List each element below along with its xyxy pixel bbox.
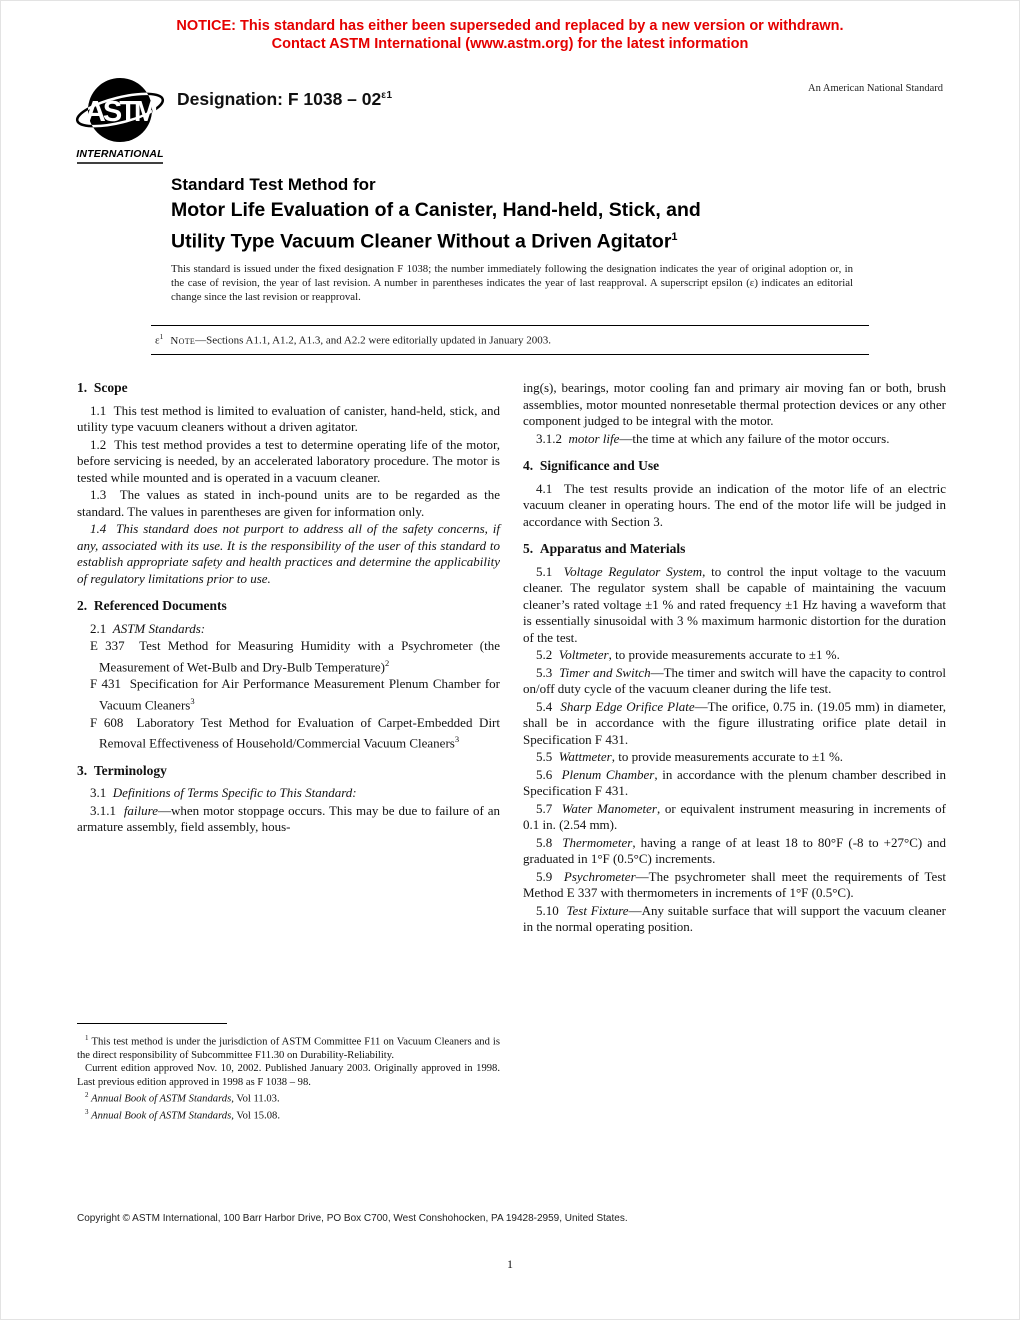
reference-f431 [77,676,500,713]
footnote-1-edition: Current edition approved Nov. 10, 2002. Published January 2003. Originally approved in 1998. Last previous edition approved in 1998 as F 1038 – 98. [77,1063,500,1088]
footnote-3-marker: 3 [85,1108,89,1117]
footnote-2 [77,1089,500,1106]
astm-logo [75,73,165,172]
footnote-3-source: Annual Book of ASTM Standards, [88,1110,234,1122]
section-heading-scope: 1. Scope [77,380,128,395]
para-5-3-num: 5.3 [536,664,560,680]
para-5-5-term: Wattmeter [558,749,612,764]
footnote-2-marker: 2 [85,1091,89,1100]
para-1-2: 1.2 This test method provides a test to determine operating life of the motor, before servicing is needed, by an accelerated laboratory procedure. The motor is tested while mounted and is operated in a vacuum cleaner. [77,436,500,485]
footnote-1-marker: 1 [85,1034,89,1042]
footnote-3 [77,1106,500,1123]
reference-f431-sup: 3 [190,695,195,706]
copyright-line: Copyright © ASTM International, 100 Barr Harbor Drive, PO Box C700, West Conshohocken, PA 19428-2959, United States. [77,1213,628,1224]
title-footnote-ref: 1 [671,230,678,243]
para-5-4-term: Sharp Edge Orifice Plate [560,698,695,714]
para-5-1-num: 5.1 [536,563,564,579]
footnote-divider [77,1023,227,1024]
para-1-3: 1.3 The values as stated in inch-pound units are to be regarded as the standard. The values in parentheses are given for information only. [77,487,500,519]
para-5-10 [523,903,946,936]
para-5-9 [523,869,946,902]
para-3-1-2-term: motor life [568,430,620,446]
para-5-9-num: 5.9 [536,868,564,884]
para-5-7-term: Water Manometer [561,800,657,816]
document-title [171,173,871,255]
para-5-8-term: Thermometer [562,834,633,850]
designation-superscript: ε1 [381,90,393,102]
section-heading-significance: 4. Significance and Use [523,458,660,473]
national-standard-label: An American National Standard [807,83,943,94]
title-line-2-text: Utility Type Vacuum Cleaner Without a Driven Agitator [171,230,672,252]
reference-f608 [77,715,500,752]
title-intro: Standard Test Method for [171,175,376,194]
para-3-1-2-num: 3.1.2 [536,430,569,446]
section-heading-referenced-documents: 2. Referenced Documents [77,598,227,613]
footnote-2-source: Annual Book of ASTM Standards, [88,1093,234,1105]
para-5-3-text: —The timer and switch will have the capacity to control on/off duty cycle of the vacuum cleaner during the life test. [523,664,946,696]
para-1-4: 1.4 This standard does not purport to address all of the safety concerns, if any, associated with its use. It is the responsibility of the user of this standard to establish appropriate safety and health practices and determine the applicability of regulatory limitations prior to use. [77,521,500,586]
reference-f608-text: F 608 Laboratory Test Method for Evaluation of Carpet-Embedded Dirt Removal Effectiveness of Household/Commercial Vacuum Cleaners [90,714,500,751]
para-5-9-term: Psychrometer [563,868,636,884]
para-5-2 [523,647,946,664]
para-4-1: 4.1 The test results provide an indication of the motor life of an electric vacuum cleaner in operating hours. The end of the motor life will be judged in accordance with Section 3. [523,480,946,529]
para-5-4 [523,699,946,749]
para-5-10-num: 5.10 [536,902,567,918]
para-5-10-term: Test Fixture [566,902,629,918]
designation [177,89,393,110]
para-5-4-text: —The orifice, 0.75 in. (19.05 mm) in diameter, shall be in accordance with the figure illustrating orifice plate detail in Specification F 431. [523,698,946,747]
para-5-8-text: , having a range of at least 18 to 80°F (-8 to +27°C) and graduated in 1°F (0.5°C) increments. [523,834,947,866]
para-3-1-1 [77,803,500,836]
para-3-1-1-text: —when motor stoppage occurs. This may be due to failure of an armature assembly, field assembly, hous- [77,802,500,835]
para-5-8-num: 5.8 [536,834,563,850]
para-5-5-num: 5.5 [536,749,559,764]
note-epsilon-sup: 1 [159,332,164,341]
left-column [77,380,500,837]
supersession-notice [1,17,1019,53]
para-5-6 [523,767,946,800]
reference-e337 [77,638,500,675]
title-line-2 [171,224,871,255]
para-5-7-text: , or equivalent instrument measuring in increments of 0.1 in. (2.54 mm). [523,800,946,832]
designation-text: Designation: F 1038 – 02 [177,89,382,109]
notice-line-1: NOTICE: This standard has either been superseded and replaced by a new version or withdrawn. [176,18,844,34]
para-5-10-text: —Any suitable surface that will support the vacuum cleaner in the normal operating position. [523,902,947,934]
para-3-1-1-continued: ing(s), bearings, motor cooling fan and primary air moving fan or both, brush assemblies, motor mounted nonresetable thermal protection devices or any other component judged to be integral with the motor. [523,380,946,428]
notice-line-2: Contact ASTM International (www.astm.org) for the latest information [271,36,749,52]
para-3-1-2-text: —the time at which any failure of the motor occurs. [619,430,890,446]
section-heading-apparatus: 5. Apparatus and Materials [523,541,686,556]
note-label: Note [170,334,196,347]
para-5-5-text: , to provide measurements accurate to ±1 %. [611,749,844,764]
para-5-6-term: Plenum Chamber [561,766,655,782]
para-5-1-term: Voltage Regulator System [563,563,703,579]
para-5-6-text: , in accordance with the plenum chamber described in Specification F 431. [523,766,946,798]
para-5-1 [523,564,946,647]
right-column [523,380,946,937]
footnote-2-text: Vol 11.03. [233,1093,280,1105]
footnotes [77,1023,500,1123]
para-3-1-2 [523,431,946,448]
footnote-3-text: Vol 15.08. [233,1110,280,1122]
preamble: This standard is issued under the fixed designation F 1038; the number immediately following the designation indicates the year of original adoption or, in the case of revision, the year of last revision. A number in parentheses indicates the year of last reapproval. A superscript epsilon (ε) indicates an editorial change since the last revision or reapproval. [171,263,853,303]
logo-astm-text: ASTM [84,96,156,128]
footnote-1 [77,1032,500,1062]
astm-logo-icon [75,73,165,167]
page-number: 1 [507,1257,513,1271]
para-3-1 [77,785,500,802]
para-3-1-1-term: failure [123,802,158,818]
para-1-1: 1.1 This test method is limited to evaluation of canister, hand-held, stick, and utility type vacuum cleaners without a driven agitator. [77,402,500,434]
para-5-3-term: Timer and Switch [559,664,651,680]
reference-e337-sup: 2 [385,657,390,668]
logo-international-text: INTERNATIONAL [76,148,164,160]
para-5-6-num: 5.6 [536,766,562,782]
reference-f431-text: F 431 Specification for Air Performance Measurement Plenum Chamber for Vacuum Cleaners [90,676,500,713]
reference-f608-sup: 3 [454,734,460,745]
para-5-3 [523,665,946,698]
para-5-2-text: , to provide measurements accurate to ±1 %. [608,647,840,662]
para-5-2-term: Voltmeter [558,647,609,662]
para-5-7 [523,801,946,834]
note-epsilon: ε [155,334,160,347]
para-2-1-term: ASTM Standards: [112,620,206,636]
section-heading-terminology: 3. Terminology [77,762,167,778]
para-5-9-text: —The psychrometer shall meet the requirements of Test Method E 337 with thermometers in increments of 1°F (0.5°C). [523,868,947,900]
title-line-1: Motor Life Evaluation of a Canister, Hand-held, Stick, and [171,199,701,221]
para-5-5 [523,749,946,766]
para-5-4-num: 5.4 [536,698,561,714]
reference-e337-text: E 337 Test Method for Measuring Humidity with a Psychrometer (the Measurement of Wet-Bulb and Dry-Bulb Temperature) [90,638,500,674]
para-2-1 [77,621,500,638]
note-text: —Sections A1.1, A1.2, A1.3, and A2.2 were editorially updated in January 2003. [195,334,551,347]
editorial-note [151,325,869,355]
para-5-2-num: 5.2 [536,647,559,662]
para-5-1-text: , to control the input voltage to the vacuum cleaner. The regulator system shall be capable of maintaining the vacuum cleaner’s rated voltage ±1 % and rated frequency ±1 Hz having a waveform that is essentially sinusoidal with 3 % maximum harmonic distortion for the duration of the test. [523,563,947,645]
para-3-1-num: 3.1 [90,785,113,801]
para-3-1-term: Definitions of Terms Specific to This Standard: [112,785,357,801]
para-3-1-1-num: 3.1.1 [90,802,124,818]
para-5-7-num: 5.7 [536,800,562,816]
footnote-1-text: This test method is under the jurisdiction of ASTM Committee F11 on Vacuum Cleaners and is the direct responsibility of Subcommittee F11.30 on Durability-Reliability. [77,1036,500,1061]
para-5-8 [523,835,946,868]
para-2-1-num: 2.1 [90,620,113,636]
